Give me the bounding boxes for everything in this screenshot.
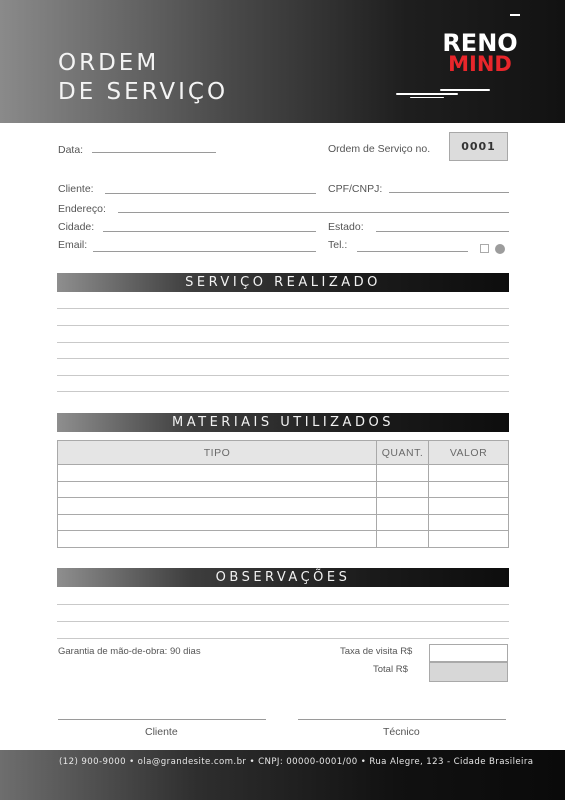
- servico-line[interactable]: [57, 342, 509, 343]
- column-header-quant: QUANT.: [377, 441, 429, 465]
- table-cell[interactable]: [58, 498, 377, 515]
- cpf-label: CPF/CNPJ:: [328, 183, 383, 195]
- table-cell[interactable]: [429, 498, 509, 515]
- table-header-row: [58, 441, 509, 465]
- company-logo: [430, 29, 530, 76]
- footer-contact: (12) 900-9000 • ola@grandesite.com.br • CNPJ: 00000-0001/00 • Rua Alegre, 123 - Cidade Brasileira: [59, 757, 534, 767]
- table-row: [58, 514, 509, 531]
- cliente-signature-label: Cliente: [145, 726, 178, 738]
- whatsapp-icon: [495, 244, 505, 254]
- servico-line[interactable]: [57, 391, 509, 392]
- document-title: [58, 49, 228, 107]
- observacoes-line[interactable]: [57, 604, 509, 605]
- total-input[interactable]: [429, 662, 508, 682]
- tecnico-signature-label: Técnico: [383, 726, 420, 738]
- table-cell[interactable]: [377, 465, 429, 482]
- logo-text-bottom: MIND: [448, 52, 512, 76]
- os-number-label: Ordem de Serviço no.: [328, 143, 431, 155]
- observacoes-line[interactable]: [57, 621, 509, 622]
- observacoes-line[interactable]: [57, 638, 509, 639]
- cliente-signature-line[interactable]: [58, 719, 266, 720]
- column-header-valor: VALOR: [429, 441, 509, 465]
- table-cell[interactable]: [377, 531, 429, 548]
- estado-field[interactable]: [376, 231, 509, 232]
- title-line-2: DE SERVIÇO: [58, 79, 229, 105]
- total-label: Total R$: [373, 664, 408, 675]
- table-row: [58, 465, 509, 482]
- logo-sparkle: [510, 14, 520, 16]
- servico-line[interactable]: [57, 375, 509, 376]
- garantia-text: Garantia de mão-de-obra: 90 dias: [58, 646, 201, 657]
- logo-brush-stroke: [410, 97, 444, 98]
- table-row: [58, 531, 509, 548]
- table-cell[interactable]: [58, 481, 377, 498]
- checkbox-icon[interactable]: [480, 244, 489, 253]
- logo-brush-stroke: [396, 93, 458, 95]
- table-cell[interactable]: [58, 465, 377, 482]
- tecnico-signature-line[interactable]: [298, 719, 506, 720]
- email-label: Email:: [58, 239, 88, 251]
- table-row: [58, 481, 509, 498]
- logo-text-top: RENO: [442, 29, 518, 57]
- title-line-1: ORDEM: [58, 50, 160, 76]
- endereco-field[interactable]: [118, 212, 509, 213]
- section-servico-header: SERVIÇO REALIZADO: [57, 273, 509, 292]
- section-materiais-header: MATERIAIS UTILIZADOS: [57, 413, 509, 432]
- cidade-label: Cidade:: [58, 221, 95, 233]
- date-label: Data:: [58, 144, 84, 156]
- cliente-field[interactable]: [105, 193, 316, 194]
- cliente-label: Cliente:: [58, 183, 94, 195]
- materials-table: [57, 440, 509, 548]
- table-row: [58, 498, 509, 515]
- table-cell[interactable]: [58, 514, 377, 531]
- taxa-input[interactable]: [429, 644, 508, 662]
- tel-label: Tel.:: [328, 239, 348, 251]
- endereco-label: Endereço:: [58, 203, 106, 215]
- cidade-field[interactable]: [103, 231, 316, 232]
- table-cell[interactable]: [377, 498, 429, 515]
- table-cell[interactable]: [377, 481, 429, 498]
- table-cell[interactable]: [429, 481, 509, 498]
- table-cell[interactable]: [429, 514, 509, 531]
- email-field[interactable]: [93, 251, 316, 252]
- section-observacoes-header: OBSERVAÇÕES: [57, 568, 509, 587]
- table-cell[interactable]: [429, 465, 509, 482]
- table-cell[interactable]: [429, 531, 509, 548]
- tel-field[interactable]: [357, 251, 468, 252]
- servico-line[interactable]: [57, 358, 509, 359]
- estado-label: Estado:: [328, 221, 364, 233]
- date-field[interactable]: [92, 152, 216, 153]
- table-cell[interactable]: [58, 531, 377, 548]
- os-number-box: 0001: [449, 132, 508, 161]
- cpf-field[interactable]: [389, 192, 509, 193]
- taxa-label: Taxa de visita R$: [340, 646, 413, 657]
- servico-line[interactable]: [57, 325, 509, 326]
- table-cell[interactable]: [377, 514, 429, 531]
- column-header-tipo: TIPO: [58, 441, 377, 465]
- servico-line[interactable]: [57, 308, 509, 309]
- logo-brush-stroke: [440, 89, 490, 91]
